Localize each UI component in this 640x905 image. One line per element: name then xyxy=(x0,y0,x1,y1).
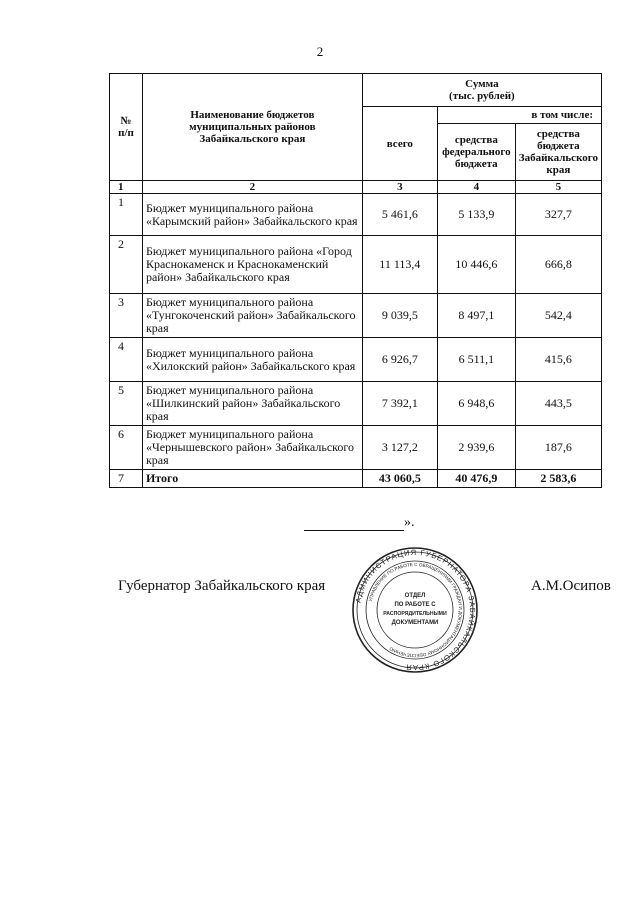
header-regional: средства бюджета Забайкальского края xyxy=(515,124,601,181)
column-number-2: 2 xyxy=(142,181,362,194)
sum-total: 6 926,7 xyxy=(362,338,437,382)
sum-federal: 5 133,9 xyxy=(437,194,515,236)
sum-total: 3 127,2 xyxy=(362,426,437,470)
total-federal: 40 476,9 xyxy=(437,470,515,488)
total-regional: 2 583,6 xyxy=(515,470,601,488)
sum-regional: 327,7 xyxy=(515,194,601,236)
header-federal: средства федерального бюджета xyxy=(437,124,515,181)
budget-name: Бюджет муниципального района «Чернышевского район» Забайкальского края xyxy=(142,426,362,470)
sum-regional: 187,6 xyxy=(515,426,601,470)
seal-inner-text: УПРАВЛЕНИЕ ПО РАБОТЕ С ОБРАЩЕНИЯМИ ГРАЖДАН И ДОКУМЕНТАЦИОННОМУ ОБЕСПЕЧЕНИЮ xyxy=(367,561,464,659)
table-row xyxy=(110,236,602,294)
row-number: 5 xyxy=(110,382,143,426)
column-number-4: 4 xyxy=(437,181,515,194)
table-row xyxy=(110,194,602,236)
seal-center-line-2: ПО РАБОТЕ С xyxy=(394,602,436,608)
row-number: 4 xyxy=(110,338,143,382)
signer-name: А.М.Осипов xyxy=(531,578,611,594)
sum-regional: 542,4 xyxy=(515,294,601,338)
sum-federal: 6 511,1 xyxy=(437,338,515,382)
budget-name: Бюджет муниципального района «Тунгокоченский район» Забайкальского края xyxy=(142,294,362,338)
sum-total: 11 113,4 xyxy=(362,236,437,294)
svg-text:УПРАВЛЕНИЕ ПО РАБОТЕ С ОБРАЩЕН xyxy=(368,562,463,658)
table-row xyxy=(110,294,602,338)
row-number: 1 xyxy=(110,194,143,236)
table-row xyxy=(110,338,602,382)
sum-total: 7 392,1 xyxy=(362,382,437,426)
row-number: 2 xyxy=(110,236,143,294)
table-total-row xyxy=(110,470,602,488)
sum-regional: 666,8 xyxy=(515,236,601,294)
page-number: 2 xyxy=(316,44,324,59)
header-in-that-number: в том числе: xyxy=(437,107,601,124)
sum-federal: 6 948,6 xyxy=(437,382,515,426)
header-sum: Сумма (тыс. рублей) xyxy=(362,74,601,107)
closing-quote: ». xyxy=(404,515,415,530)
budget-name: Бюджет муниципального района «Хилокский район» Забайкальского края xyxy=(142,338,362,382)
sum-federal: 10 446,6 xyxy=(437,236,515,294)
seal-center-line-4: ДОКУМЕНТАМИ xyxy=(391,620,439,626)
header-total: всего xyxy=(362,107,437,181)
total-label: Итого xyxy=(142,470,362,488)
sum-federal: 2 939,6 xyxy=(437,426,515,470)
sum-regional: 443,5 xyxy=(515,382,601,426)
seal-center-line-1: ОТДЕЛ xyxy=(404,593,426,599)
signature-underline xyxy=(304,518,404,531)
budget-name: Бюджет муниципального района «Шилкинский район» Забайкальского края xyxy=(142,382,362,426)
row-number: 7 xyxy=(110,470,143,488)
total-sum: 43 060,5 xyxy=(362,470,437,488)
sum-total: 5 461,6 xyxy=(362,194,437,236)
column-number-3: 3 xyxy=(362,181,437,194)
sum-total: 9 039,5 xyxy=(362,294,437,338)
official-seal xyxy=(350,545,480,675)
row-number: 6 xyxy=(110,426,143,470)
table-row xyxy=(110,426,602,470)
seal-center-line-3: РАСПОРЯДИТЕЛЬНЫМИ xyxy=(383,611,447,617)
seal-outer-text: АДМИНИСТРАЦИЯ ГУБЕРНАТОРА ЗАБАЙКАЛЬСКОГО КРАЯ xyxy=(353,547,478,673)
budget-table xyxy=(109,73,602,488)
column-number-1: 1 xyxy=(110,181,143,194)
signer-title: Губернатор Забайкальского края xyxy=(118,578,326,594)
closing-quote-line xyxy=(304,515,415,531)
sum-regional: 415,6 xyxy=(515,338,601,382)
table-row xyxy=(110,382,602,426)
header-number: № п/п xyxy=(110,74,143,181)
row-number: 3 xyxy=(110,294,143,338)
budget-name: Бюджет муниципального района «Город Краснокаменск и Краснокаменский район» Забайкальского края xyxy=(142,236,362,294)
budget-name: Бюджет муниципального района «Карымский район» Забайкальского края xyxy=(142,194,362,236)
column-number-5: 5 xyxy=(515,181,601,194)
sum-federal: 8 497,1 xyxy=(437,294,515,338)
header-budget-name: Наименование бюджетов муниципальных районов Забайкальского края xyxy=(142,74,362,181)
